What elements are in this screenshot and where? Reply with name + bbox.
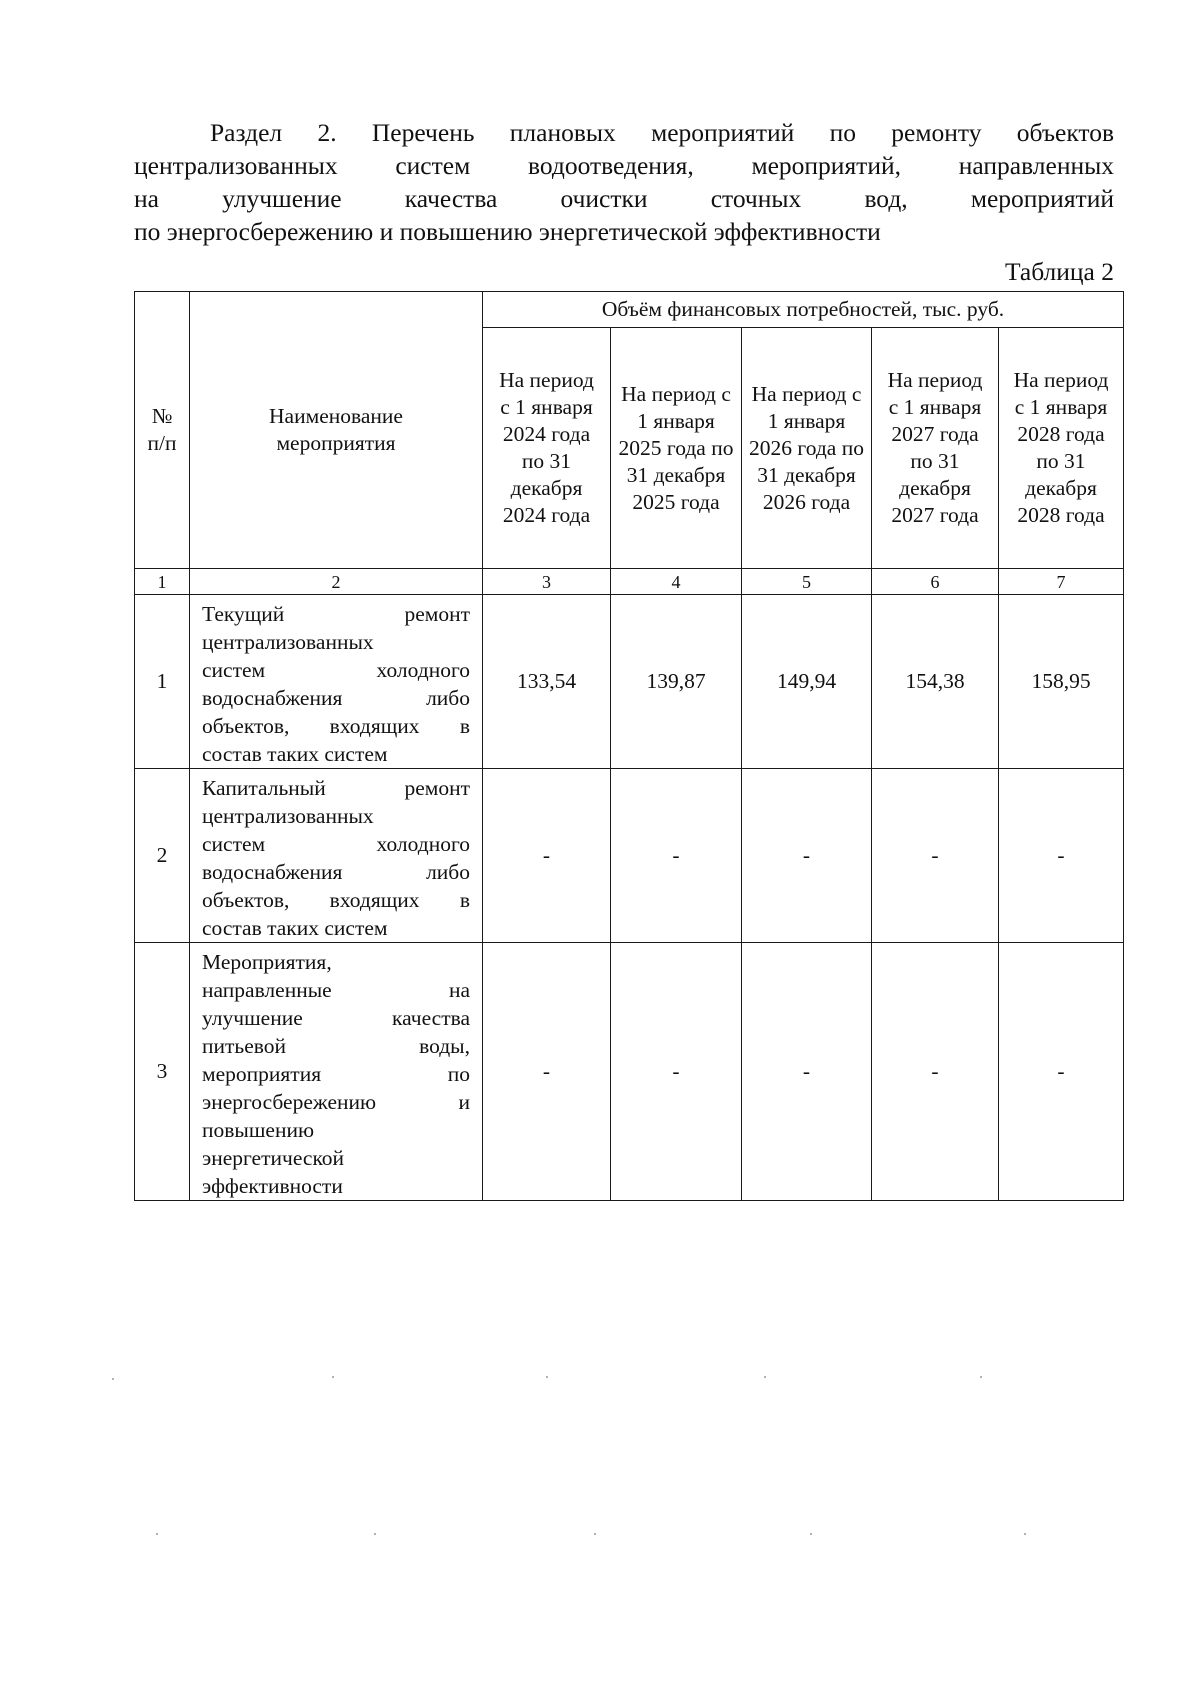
row-activity-name — [190, 943, 483, 1201]
value-cell-2027: 154,38 — [872, 595, 999, 769]
period-header-2024-text: На период с 1 января 2024 года по 31 декабря 2024 года — [499, 368, 594, 527]
scan-speck — [594, 1533, 596, 1535]
value-cell-2024: 133,54 — [483, 595, 611, 769]
table-header-row-group — [135, 292, 1124, 328]
row-activity-name — [190, 595, 483, 769]
activity-name-line: состав таких систем — [202, 916, 388, 940]
section-heading — [134, 116, 1114, 248]
activity-name-line: систем холодного — [202, 832, 470, 856]
activity-name-line: Текущий ремонт — [202, 602, 470, 626]
value-cell-2028: - — [999, 943, 1124, 1201]
section-heading-line-1: Раздел 2. Перечень плановых мероприятий по ремонту объектов — [210, 118, 1114, 147]
scan-speck — [156, 1533, 158, 1535]
period-header-2025 — [611, 328, 742, 569]
value-cell-2024: - — [483, 769, 611, 943]
scan-speck — [546, 1376, 548, 1378]
period-header-2026-text: На период с 1 января 2026 года по 31 декабря 2026 года — [749, 381, 864, 514]
financial-needs-table — [134, 291, 1124, 1201]
row-number: 1 — [135, 595, 190, 769]
value-cell-2027: - — [872, 943, 999, 1201]
value-cell-2026: 149,94 — [742, 595, 872, 769]
table-row — [135, 595, 1124, 769]
section-heading-line-4: по энергосбережению и повышению энергетической эффективности — [134, 217, 881, 246]
section-heading-line-2: централизованных систем водоотведения, мероприятий, направленных — [134, 151, 1114, 180]
period-header-2025-text: На период с 1 января 2025 года по 31 декабря 2025 года — [618, 381, 734, 514]
column-number-cell: 5 — [742, 569, 872, 595]
table-label: Таблица 2 — [1004, 257, 1114, 286]
scan-speck — [1024, 1533, 1026, 1535]
row-number: 3 — [135, 943, 190, 1201]
activity-name-line: водоснабжения либо — [202, 860, 470, 884]
activity-name-line: Мероприятия, — [202, 950, 332, 974]
row-activity-name — [190, 769, 483, 943]
column-number-cell: 1 — [135, 569, 190, 595]
activity-name-line: повышению — [202, 1118, 315, 1142]
value-cell-2027: - — [872, 769, 999, 943]
activity-name-line: объектов, входящих в — [202, 888, 470, 912]
activity-name-line: централизованных — [202, 804, 374, 828]
period-header-2026 — [742, 328, 872, 569]
column-number-cell: 3 — [483, 569, 611, 595]
column-header-number — [135, 292, 190, 569]
table-row — [135, 943, 1124, 1201]
activity-name-line: улучшение качества — [202, 1006, 470, 1030]
value-cell-2026: - — [742, 943, 872, 1201]
scan-speck — [112, 1378, 114, 1380]
period-header-2024 — [483, 328, 611, 569]
activity-name-line: объектов, входящих в — [202, 714, 470, 738]
period-header-2027 — [872, 328, 999, 569]
period-header-2027-text: На период с 1 января 2027 года по 31 декабря 2027 года — [887, 368, 983, 527]
column-number-row — [135, 569, 1124, 595]
column-number-cell: 7 — [999, 569, 1124, 595]
value-cell-2025: - — [611, 943, 742, 1201]
section-heading-line-3: на улучшение качества очистки сточных вод, мероприятий — [134, 184, 1114, 213]
column-header-name-text: Наименование мероприятия — [269, 404, 403, 455]
activity-name-line: энергетической — [202, 1146, 345, 1170]
scan-speck — [810, 1533, 812, 1535]
scan-speck — [980, 1376, 982, 1378]
column-number-cell: 2 — [190, 569, 483, 595]
column-header-name — [190, 292, 483, 569]
activity-name-line: энергосбережению и — [202, 1090, 470, 1114]
column-group-header: Объём финансовых потребностей, тыс. руб. — [483, 292, 1124, 328]
value-cell-2028: - — [999, 769, 1124, 943]
activity-name-line: эффективности — [202, 1174, 343, 1198]
activity-name-line: состав таких систем — [202, 742, 388, 766]
period-header-2028-text: На период с 1 января 2028 года по 31 декабря 2028 года — [1013, 368, 1109, 527]
activity-name-line: Капитальный ремонт — [202, 776, 470, 800]
value-cell-2025: - — [611, 769, 742, 943]
activity-name-line: мероприятия по — [202, 1062, 470, 1086]
scan-speck — [764, 1376, 766, 1378]
activity-name-line: водоснабжения либо — [202, 686, 470, 710]
value-cell-2025: 139,87 — [611, 595, 742, 769]
column-number-cell: 4 — [611, 569, 742, 595]
value-cell-2026: - — [742, 769, 872, 943]
row-number: 2 — [135, 769, 190, 943]
scan-speck — [374, 1533, 376, 1535]
value-cell-2024: - — [483, 943, 611, 1201]
activity-name-line: систем холодного — [202, 658, 470, 682]
activity-name-line: направленные на — [202, 978, 470, 1002]
table-row — [135, 769, 1124, 943]
value-cell-2028: 158,95 — [999, 595, 1124, 769]
column-header-number-text: № п/п — [147, 404, 177, 455]
activity-name-line: питьевой воды, — [202, 1034, 470, 1058]
scan-speck — [332, 1376, 334, 1378]
activity-name-line: централизованных — [202, 630, 374, 654]
column-number-cell: 6 — [872, 569, 999, 595]
period-header-2028 — [999, 328, 1124, 569]
